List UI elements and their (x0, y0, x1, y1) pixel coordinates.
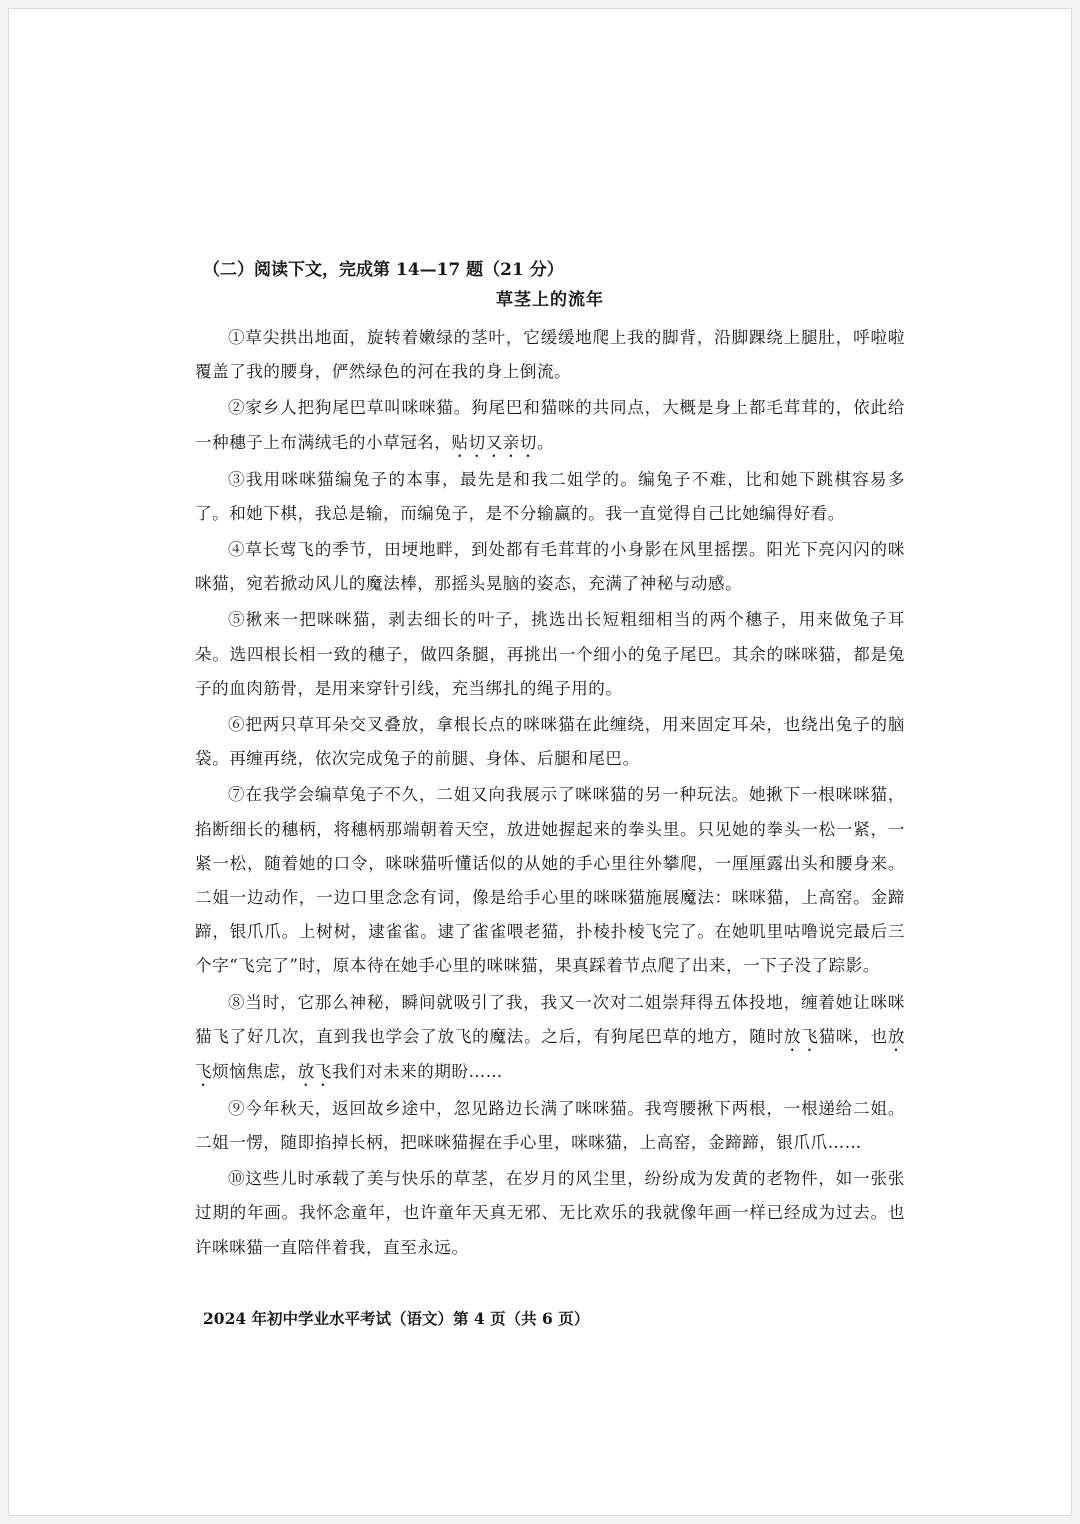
paragraph-2 (195, 391, 905, 460)
paragraph-3: ③我用咪咪猫编兔子的本事，最先是和我二姐学的。编兔子不难，比和她下跳棋容易多了。和她下棋，我总是输，而编兔子，是不分输赢的。我一直觉得自己比她编得好看。 (195, 469, 905, 523)
emphasized-phrase: 贴切又亲切 (451, 432, 537, 452)
paragraph-2-text: ②家乡人把狗尾巴草叫咪咪猫。狗尾巴和猫咪的共同点，大概是身上都毛茸茸的，依此给一种穗子上布满绒毛的小草冠名， (195, 398, 905, 452)
article-title: 草茎上的流年 (496, 290, 604, 310)
section-heading: （二）阅读下文，完成第 14—17 题（21 分） (203, 260, 564, 280)
emphasized-word: 放飞 (783, 1026, 819, 1046)
paragraph-8-text: 烦恼焦虑， (212, 1061, 298, 1081)
paragraph-2-end: 。 (537, 432, 555, 452)
paragraph-8 (195, 986, 905, 1090)
reading-section (195, 255, 905, 1265)
paragraph-6: ⑥把两只草耳朵交叉叠放，拿根长点的咪咪猫在此缠绕，用来固定耳朵，也绕出兔子的脑袋。再缠再绕，依次完成兔子的前腿、身体、后腿和尾巴。 (195, 715, 905, 769)
paragraph-4: ④草长莺飞的季节，田埂地畔，到处都有毛茸茸的小身影在风里摇摆。阳光下亮闪闪的咪咪猫，宛若掀动风儿的魔法棒，那摇头晃脑的姿态，充满了神秘与动感。 (195, 540, 905, 594)
page-footer: 2024 年初中学业水平考试（语文）第 4 页（共 6 页） (203, 1309, 590, 1328)
paragraph-8-text: 我们对未来的期盼…… (331, 1061, 503, 1081)
paragraph-8-text: ⑧当时，它那么神秘，瞬间就吸引了我，我又一次对二姐崇拜得五体投地，缠着她让咪咪猫飞了好几次，直到我也学会了放飞的魔法。之后，有狗尾巴草的地方，随时 (195, 992, 905, 1046)
paragraph-7: ⑦在我学会编草兔子不久，二姐又向我展示了咪咪猫的另一种玩法。她揪下一根咪咪猫，掐断细长的穗柄，将穗柄那端朝着天空，放进她握起来的拳头里。只见她的拳头一松一紧，一紧一松，随着她的口令，咪咪猫听懂话似的从她的手心里往外攀爬，一厘厘露出头和腰身来。二姐一边动作，一边口里念念有词，像是给手心里的咪咪猫施展魔法：咪咪猫，上高窑。金蹄蹄，银爪爪。上树树，逮雀雀。逮了雀雀喂老猫，扑棱扑棱飞完了。在她叽里咕噜说完最后三个字“飞完了”时，原本待在她手心里的咪咪猫，果真踩着节点爬了出来，一下子没了踪影。 (195, 785, 905, 976)
exam-page (8, 8, 1072, 1516)
paragraph-1: ①草尖拱出地面，旋转着嫩绿的茎叶，它缓缓地爬上我的脚背，沿脚踝绕上腿肚，呼啦啦覆盖了我的腰身，俨然绿色的河在我的身上倒流。 (195, 328, 905, 382)
paragraph-10: ⑩这些儿时承载了美与快乐的草茎，在岁月的风尘里，纷纷成为发黄的老物件，如一张张过期的年画。我怀念童年，也许童年天真无邪、无比欢乐的我就像年画一样已经成为过去。也许咪咪猫一直陪伴着我，直至永远。 (195, 1169, 905, 1257)
paragraph-9: ⑨今年秋天，返回故乡途中，忽见路边长满了咪咪猫。我弯腰揪下两根，一根递给二姐。二姐一愣，随即掐掉长柄，把咪咪猫握在手心里，咪咪猫，上高窑，金蹄蹄，银爪爪…… (195, 1098, 905, 1153)
emphasized-word: 放飞 (195, 1026, 906, 1081)
paragraph-5: ⑤揪来一把咪咪猫，剥去细长的叶子，挑选出长短粗细相当的两个穗子，用来做兔子耳朵。选四根长相一致的穗子，做四条腿，再挑出一个细小的兔子尾巴。其余的咪咪猫，都是兔子的血肉筋骨，是用来穿针引线，充当绑扎的绳子用的。 (195, 610, 905, 698)
paragraph-8-text: 猫咪，也 (818, 1026, 888, 1046)
emphasized-word: 放飞 (297, 1061, 332, 1081)
